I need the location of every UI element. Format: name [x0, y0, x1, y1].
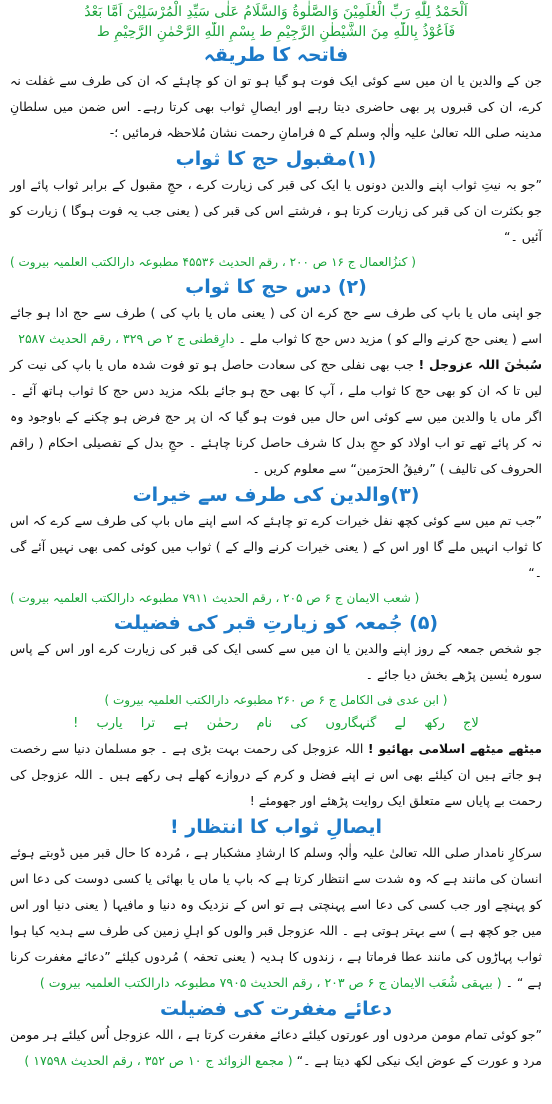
section-5-heading: (۵) جُمعہ کو زیارتِ قبر کی فضیلت — [113, 612, 439, 634]
section-3-reference: ( شعب الایمان ج ۶ ص ۲۰۵ ، رقم الحدیث ۷۹۱۱ مطبوعہ دارالکتب العلمیہ بیروت ) — [10, 591, 420, 605]
section-1-body: ”جو بہ نیتِ ثواب اپنے والدین دونوں یا ایک کی قبر کی زیارت کرے ، حجِ مقبول کے برابر ثواب پائے اور جو بکثرت ان کی قبر کی زیارت کرتا ہو ، فرشتے اس کی قبر کی ( یعنی جب یہ فوت ہوگا ) زیارت کو آئیں ۔“ — [10, 177, 542, 244]
section-2-heading: (۲) دس حج کا ثواب — [185, 276, 367, 298]
page-title: فاتحہ کا طریقہ — [203, 44, 349, 66]
section-5-extra — [0, 736, 552, 814]
section-5-extra-text: اللہ عزوجل کی رحمت بہت بڑی ہے ۔ جو مسلمان دنیا سے رخصت ہو جاتے ہیں ان کیلئے بھی اس نے اپنے فضل و کرم کے دروازے کھلے ہی رکھے ہیں ۔ اللہ عزوجل کی رحمت بے پایاں سے متعلق ایک روایت پڑھئے اور جھومئے ! — [10, 741, 542, 808]
section-3-body: ”جب تم میں سے کوئی کچھ نفل خیرات کرے تو چاہئے کہ اسے اپنے ماں باپ کی طرف سے کرے کہ اس کا ثواب انہیں ملے گا اور اس کے ( یعنی خیرات کرنے والے کے ) ثواب میں کوئی کمی بھی نہیں آئے گی ۔“ — [10, 513, 542, 580]
section-2-extra-lead: سُبحٰنَ اللہ عزوجل ! — [418, 357, 542, 372]
dua-maghfirat-heading: دعائے مغفرت کی فضیلت — [159, 998, 393, 1020]
section-1-heading: (۱)مقبول حج کا ثواب — [175, 148, 377, 170]
dua-maghfirat-text: ”جو کوئی تمام مومن مردوں اور عورتوں کیلئے دعائے مغفرت کرتا ہے ، اللہ عزوجل اُس کیلئے ہر مومن مرد و عورت کے عوض ایک نیکی لکھ دیتا ہے ۔“ — [10, 1027, 542, 1068]
section-5-extra-lead: میٹھے میٹھے اسلامی بھائیو ! — [367, 741, 542, 756]
section-3-heading: (۳)والدین کی طرف سے خیرات — [132, 484, 420, 506]
dua-maghfirat-reference: ( مجمع الزوائد ج ۱۰ ص ۳۵۲ ، رقم الحدیث ۱۷۵۹۸ ) — [24, 1053, 293, 1068]
section-5-body: جو شخص جمعہ کے روز اپنے والدین یا ان میں سے کسی ایک کی قبر کی زیارت کرے اور اس کے پاس سورہ یٰسین پڑھے بخش دیا جائے ۔ — [10, 641, 542, 682]
section-2-body — [0, 300, 552, 352]
section-2-text: جو اپنی ماں یا باپ کی طرف سے حج کرے ان کی ( یعنی ماں یا باپ کی ) طرف سے حج ادا ہو جائے اسے ( یعنی حج کرنے والے کو ) مزید دس حج کا ثواب ملے ۔ — [10, 305, 542, 346]
invocation-line-1: اَلْحَمْدُ لِلّٰهِ رَبِّ الْعٰلَمِيْنَ وَالصَّلٰوةُ وَالسَّلَامُ عَلٰى سَيِّدِ الْمُرْسَلِيْنَ اَمَّا بَعْدُ — [84, 4, 468, 20]
invocation-line-2: فَاَعُوْذُ بِاللّٰهِ مِنَ الشَّيْطٰنِ الرَّجِيْمِ ط بِسْمِ اللّٰهِ الرَّحْمٰنِ الرَّحِيْمِ ط — [96, 24, 456, 40]
section-2-extra-text: جب بھی نفلی حج کی سعادت حاصل ہو تو فوت شدہ ماں یا باپ کی نیت کر لیں تا کہ ان کو بھی حج کا ثواب ملے ، آپ کا بھی حج ہو جائے بلکہ مزید دس حج کا ثواب ہاتھ آئے ۔ اگر ماں یا والدین میں سے کوئی اس حال میں فوت ہو گیا کہ ان پر حج فرض ہو چکنے کے باوجود وہ نہ کر پائے تھے تو اب اولاد کو حجِ بدل کا شرف حاصل کرنا چاہئے ۔ حجِ بدل کے تفصیلی احکام ( راقم الحروف کی تالیف ) ”رفیقُ الحرَمین“ سے معلوم کریں ۔ — [10, 357, 542, 476]
intro-paragraph: جن کے والدین یا ان میں سے کوئی ایک فوت ہو گیا ہو تو ان کو چاہئے کہ ان کی طرف سے غفلت نہ کرے، ان کی قبروں پر بھی حاضری دیتا رہے اور ایصالِ ثواب بھی کرتا رہے۔ اس ضمن میں سلطانِ مدینہ صلی اللہ تعالیٰ علیہ واٰلہٖ وسلم کے ۵ فرامانِ رحمت نشان مُلاحظہ فرمائیں ؛- — [10, 73, 542, 140]
isal-sawab-body — [0, 840, 552, 996]
isal-sawab-text: سرکارِ نامدار صلی اللہ تعالیٰ علیہ واٰلہٖ وسلم کا ارشادِ مشکبار ہے ، مُردہ کا حال قبر میں ڈوبتے ہوئے انسان کی مانند ہے کہ وہ شدت سے انتظار کرتا ہے کہ باپ یا ماں یا بھائی یا کسی دوست کی دعا اس کو پہنچے اور جب کسی کی دعا اسے پہنچتی ہے تو اس کے نزدیک وہ دنیا و مافیہا ( یعنی دنیا اور اس میں جو کچھ ہے ) سے بہتر ہوتی ہے ۔ اللہ عزوجل قبر والوں کو اہلِ زمین کی طرف سے ہدیہ کیا ہوا ثواب پہاڑوں کی مانند عطا فرماتا ہے ، زندوں کا ہدیہ ( یعنی تحفہ ) مُردوں کیلئے ”دعائے مغفرت کرنا ہے “ ۔ — [9, 845, 542, 990]
dua-maghfirat-body — [0, 1022, 552, 1074]
section-2-extra — [0, 352, 552, 482]
section-5-reference: ( ابن عدی فی الکامل ج ۶ ص ۲۶۰ مطبوعہ دارالکتب العلمیہ بیروت ) — [104, 693, 448, 707]
isal-sawab-heading: ایصالِ ثواب کا انتظار ! — [170, 816, 382, 838]
isal-sawab-reference: ( بیہقی شُعَب الایمان ج ۶ ص ۲۰۳ ، رقم الحدیث ۷۹۰۵ مطبوعہ دارالکتب العلمیہ بیروت ) — [39, 975, 502, 990]
poetry-verse: لاج رکھ لے گنہگاروں کی نام رحمٰن ہے ترا یارب ! — [73, 716, 479, 731]
section-2-reference: دارِقطنی ج ۲ ص ۳۲۹ ، رقم الحدیث ۲۵۸۷ — [18, 331, 235, 346]
section-1-reference: ( کنزُالعمال ج ۱۶ ص ۲۰۰ ، رقم الحدیث ۴۵۵۳۶ مطبوعہ دارالکتب العلمیہ بیروت ) — [10, 255, 416, 269]
